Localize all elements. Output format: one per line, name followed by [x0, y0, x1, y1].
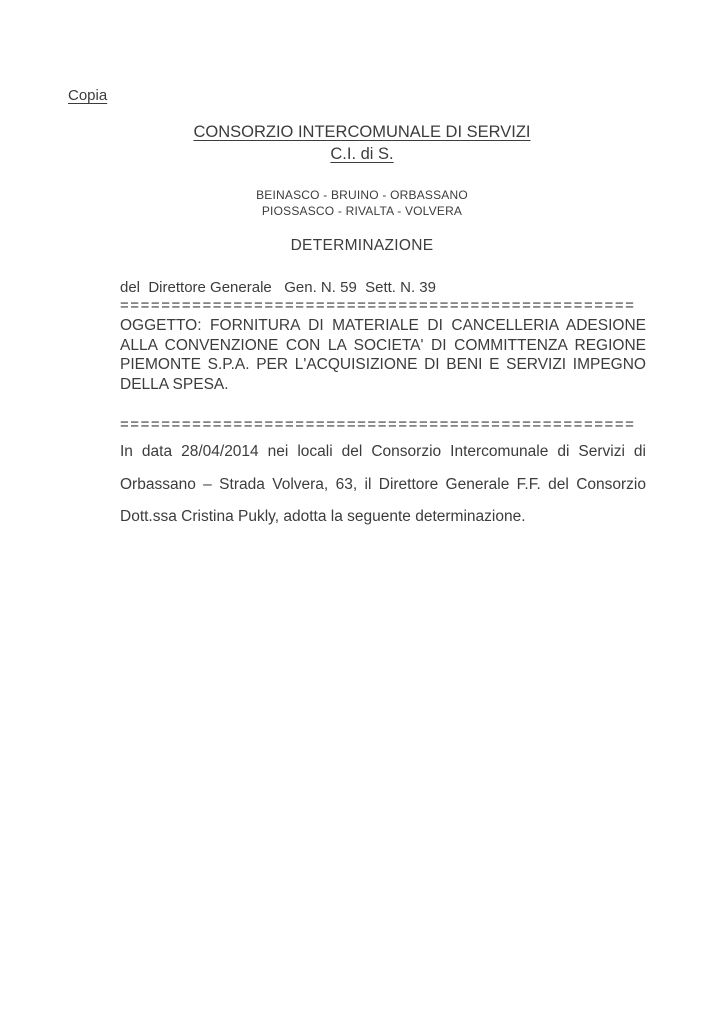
reference-line: del Direttore Generale Gen. N. 59 Sett. N. 39 — [120, 279, 436, 296]
municipalities-line-1: BEINASCO - BRUINO - ORBASSANO — [256, 188, 468, 202]
municipalities-list — [68, 187, 656, 219]
document-subtitle: C.I. di S. — [330, 145, 394, 163]
document-type-heading: DETERMINAZIONE — [290, 237, 434, 254]
municipalities-line-2: PIOSSASCO - RIVALTA - VOLVERA — [261, 204, 463, 218]
premessa-paragraph: In data 28/04/2014 nei locali del Consorzio Intercomunale di Servizi di Orbassano – Strada Volvera, 63, il Direttore Generale F.F. del Consorzio Dott.ssa Cristina Pukly, adotta la seguente determinazione. — [120, 443, 646, 525]
document-body — [120, 278, 646, 534]
separator-line-top: ================================================== — [120, 299, 636, 313]
separator-line-bottom: ================================================== — [120, 418, 636, 432]
copy-label: Copia — [68, 87, 108, 104]
document-title: CONSORZIO INTERCOMUNALE DI SERVIZI — [193, 123, 531, 141]
oggetto-paragraph: OGGETTO: FORNITURA DI MATERIALE DI CANCELLERIA ADESIONE ALLA CONVENZIONE CON LA SOCIETA' DI COMMITTENZA REGIONE PIEMONTE S.P.A. PER L'ACQUISIZIONE DI BENI E SERVIZI IMPEGNO DELLA SPESA. — [120, 317, 646, 393]
